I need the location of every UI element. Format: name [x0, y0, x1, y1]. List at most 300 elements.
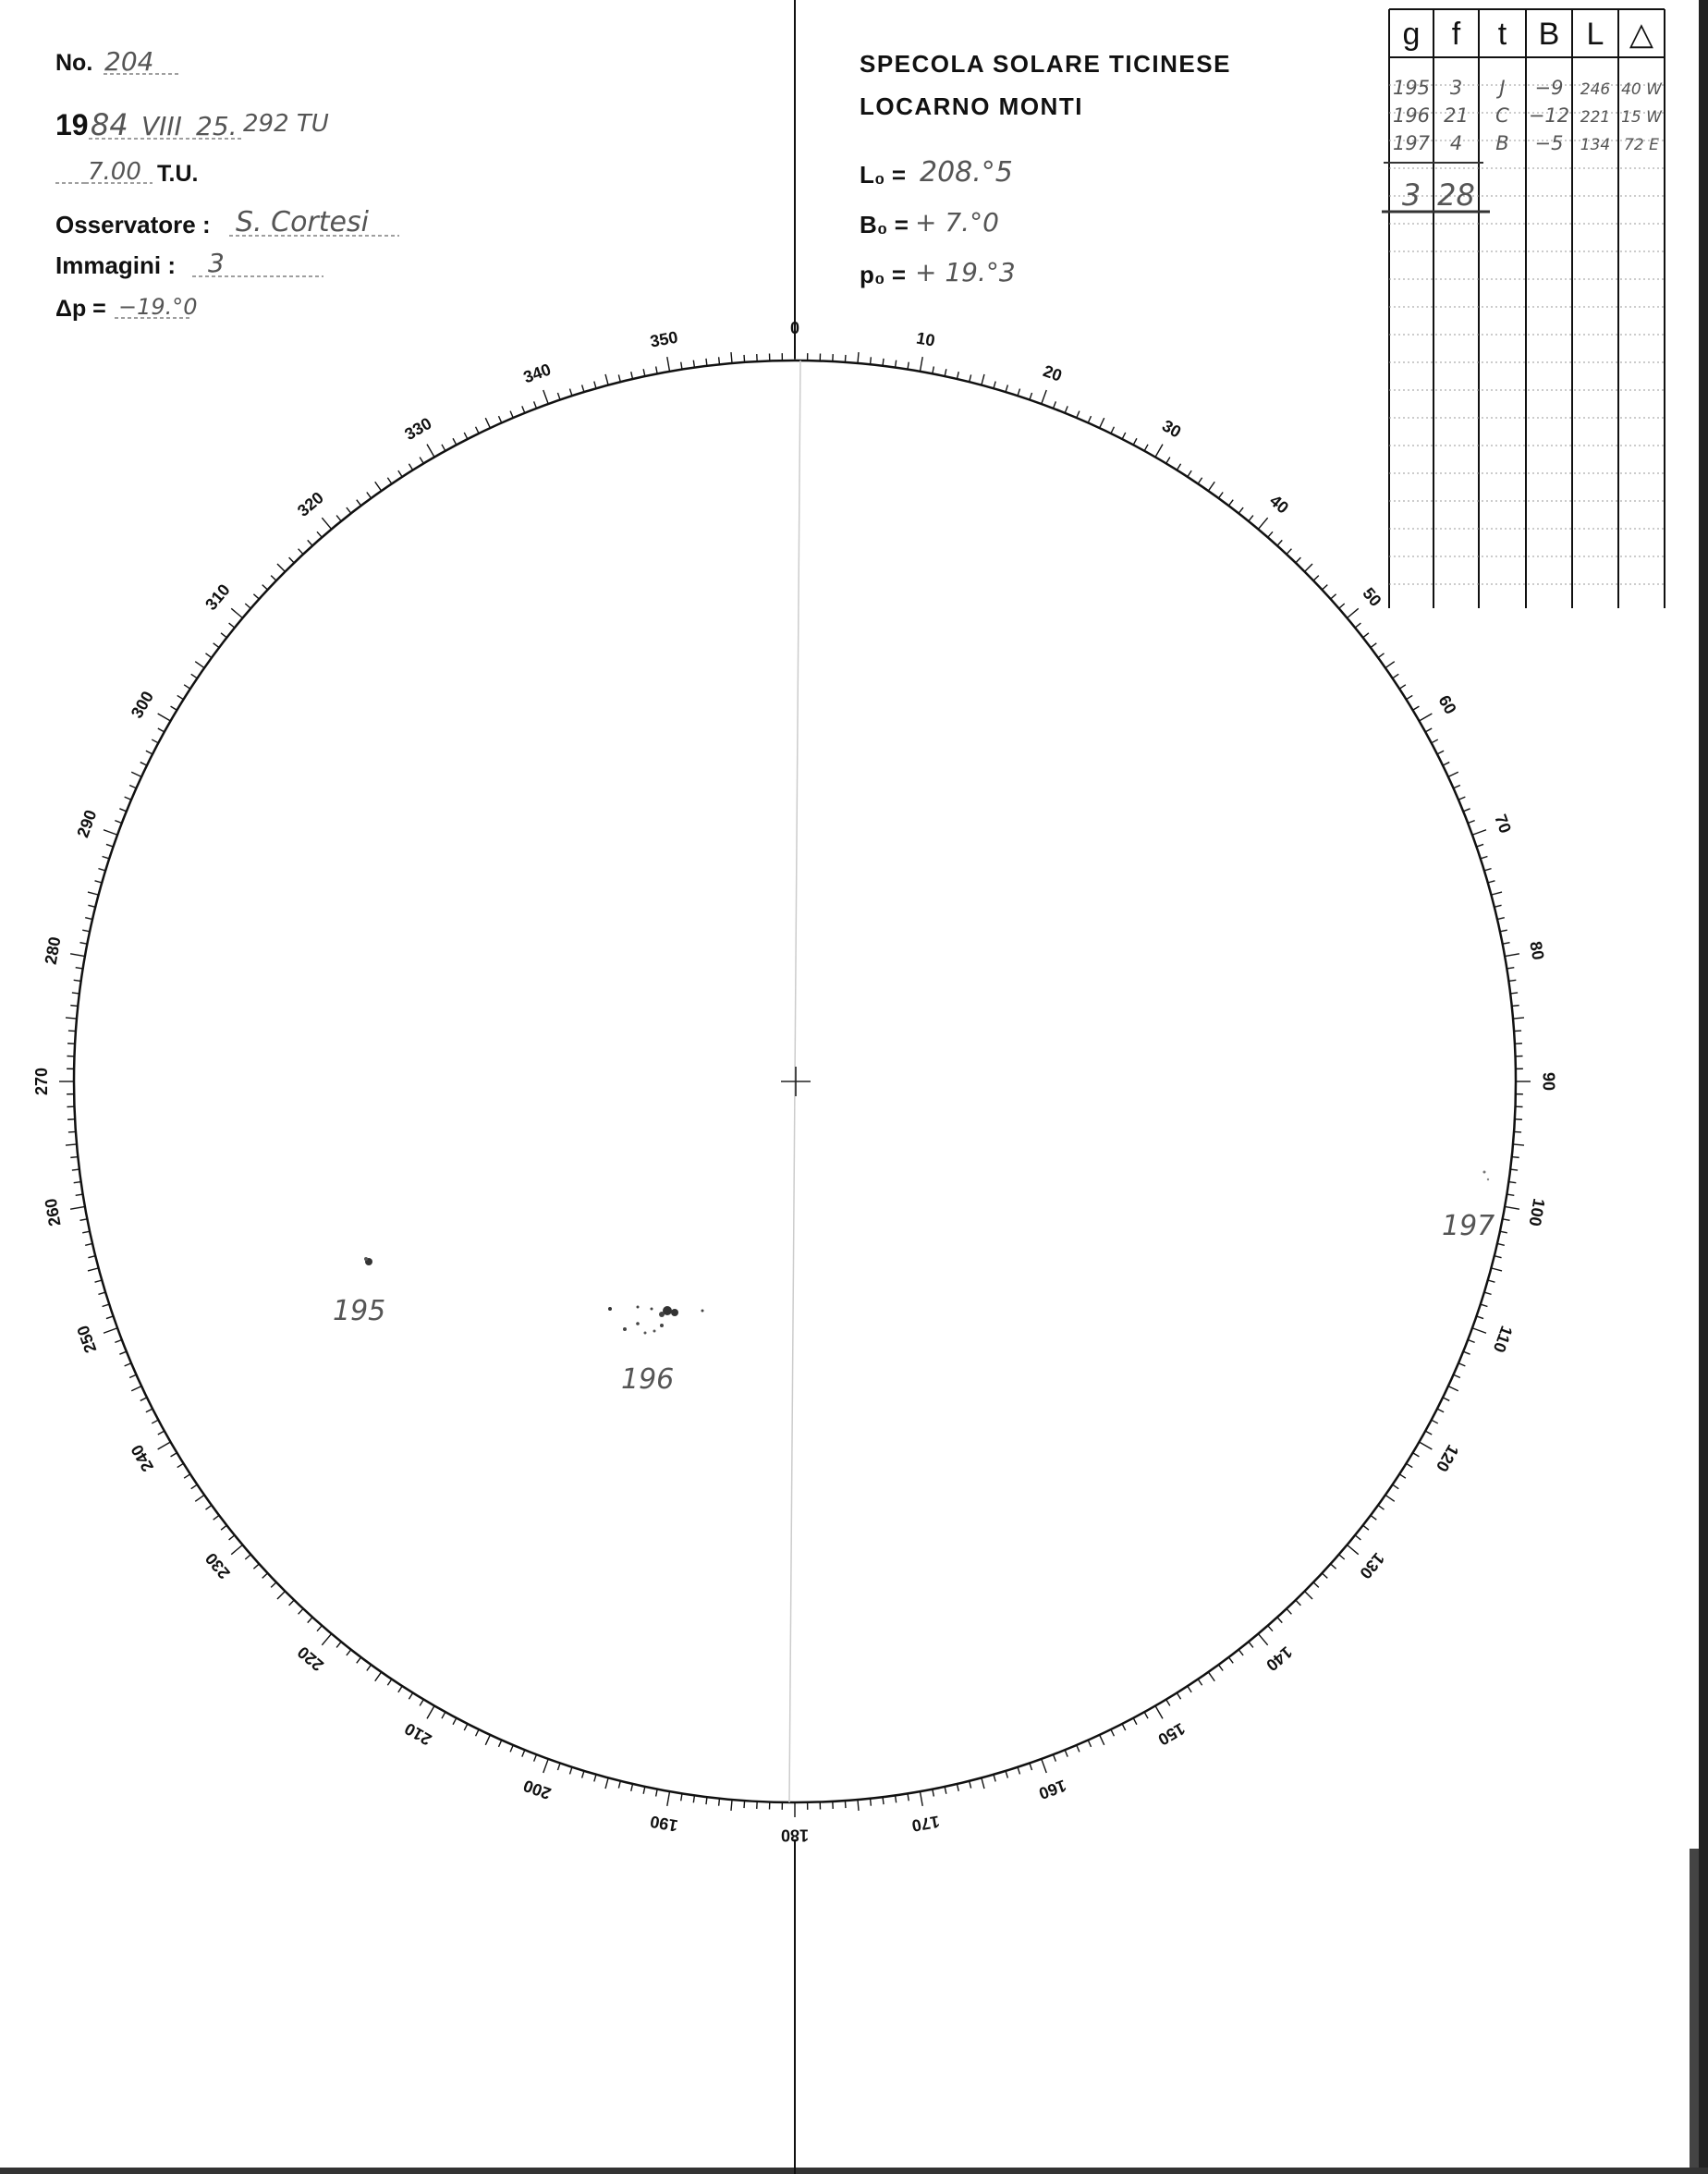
- limb-tick: [1133, 438, 1137, 445]
- limb-tick: [357, 1657, 361, 1663]
- limb-tick: [289, 1600, 295, 1606]
- limb-tick: [158, 714, 171, 721]
- limb-tick: [70, 954, 85, 957]
- limb-tick: [387, 1679, 391, 1686]
- limb-tick: [982, 374, 984, 385]
- limb-tick: [68, 1031, 76, 1032]
- limb-tick: [883, 1797, 884, 1804]
- sunspot: [660, 1324, 664, 1327]
- limb-tick: [693, 360, 694, 368]
- limb-tick: [140, 1398, 147, 1401]
- table-cell: 40 W: [1621, 80, 1662, 99]
- limb-tick: [177, 695, 184, 699]
- limb-tick: [146, 1409, 152, 1412]
- limb-label-280: 280: [41, 934, 65, 966]
- number-value: 204: [104, 46, 154, 77]
- limb-tick: [1238, 507, 1243, 513]
- limb-tick: [299, 1608, 303, 1614]
- limb-tick: [643, 369, 645, 376]
- p0-value: + 19.°3: [915, 257, 1016, 287]
- images-label: Immagini :: [55, 251, 177, 279]
- limb-tick: [557, 1764, 560, 1771]
- limb-tick: [1133, 1718, 1137, 1725]
- limb-tick: [534, 401, 537, 408]
- limb-tick: [367, 1665, 372, 1670]
- limb-tick: [656, 366, 658, 373]
- limb-tick: [908, 362, 909, 370]
- limb-tick: [871, 1799, 872, 1806]
- limb-label-110: 110: [1489, 1323, 1517, 1355]
- limb-tick: [1305, 1592, 1312, 1599]
- limb-tick: [1077, 1745, 1080, 1752]
- limb-tick: [1508, 980, 1516, 981]
- limb-label-200: 200: [520, 1776, 554, 1803]
- limb-tick: [184, 685, 190, 689]
- limb-tick: [184, 1474, 190, 1478]
- limb-tick: [1513, 1144, 1524, 1145]
- limb-tick: [1500, 1231, 1507, 1233]
- limb-tick: [66, 1018, 77, 1019]
- limb-tick: [1144, 1712, 1148, 1718]
- limb-tick: [871, 357, 872, 364]
- limb-tick: [442, 445, 445, 451]
- images-value: 3: [208, 248, 225, 278]
- limb-tick: [1443, 1398, 1449, 1401]
- table-total-0: 3: [1401, 177, 1421, 213]
- limb-tick: [706, 359, 707, 366]
- limb-tick: [76, 1194, 83, 1195]
- limb-tick: [1018, 1767, 1019, 1775]
- limb-tick: [1088, 1740, 1091, 1747]
- scan-edge-bottom: [0, 2168, 1708, 2174]
- limb-tick: [1488, 1280, 1495, 1282]
- limb-tick: [277, 564, 285, 571]
- limb-tick: [719, 1799, 720, 1806]
- limb-tick: [1166, 458, 1170, 464]
- limb-label-290: 290: [73, 807, 101, 840]
- limb-tick: [693, 1795, 694, 1802]
- limb-tick: [72, 1169, 79, 1170]
- limb-tick: [442, 1712, 445, 1718]
- limb-tick: [1497, 1243, 1505, 1245]
- limb-tick: [1177, 1692, 1180, 1699]
- limb-tick: [1177, 464, 1180, 470]
- limb-tick: [1155, 445, 1163, 458]
- table-cell: 15 W: [1621, 108, 1662, 127]
- limb-tick: [1077, 411, 1080, 418]
- limb-tick: [1363, 1525, 1369, 1530]
- sunspot: [644, 1332, 647, 1335]
- limb-tick: [231, 1545, 242, 1554]
- limb-tick: [569, 1767, 571, 1775]
- limb-tick: [119, 809, 126, 812]
- table-header-2: t: [1497, 17, 1507, 52]
- table-cell: −9: [1534, 77, 1564, 99]
- limb-tick: [1030, 1764, 1032, 1771]
- limb-tick: [245, 1555, 250, 1559]
- limb-tick: [945, 1787, 946, 1794]
- limb-tick: [85, 918, 92, 920]
- limb-tick: [85, 1243, 92, 1245]
- limb-tick: [1249, 516, 1253, 521]
- limb-tick: [367, 492, 372, 497]
- limb-tick: [98, 869, 105, 871]
- limb-tick: [982, 1777, 984, 1789]
- limb-tick: [1458, 797, 1465, 800]
- limb-tick: [1406, 1463, 1412, 1467]
- limb-label-60: 60: [1434, 691, 1460, 718]
- limb-tick: [1393, 674, 1399, 678]
- l0-value: 208.°5: [920, 156, 1013, 189]
- limb-tick: [476, 427, 480, 434]
- limb-tick: [1218, 492, 1223, 497]
- group-label-195: 195: [333, 1295, 386, 1327]
- limb-tick: [1507, 968, 1514, 969]
- limb-tick: [317, 1626, 322, 1631]
- limb-tick: [896, 360, 897, 368]
- limb-tick: [681, 1793, 682, 1801]
- limb-tick: [1054, 401, 1056, 408]
- limb-tick: [336, 1642, 341, 1647]
- date-month: VIII: [141, 111, 182, 141]
- limb-label-340: 340: [520, 360, 554, 387]
- limb-tick: [543, 1759, 548, 1773]
- limb-tick: [845, 355, 846, 362]
- limb-tick: [1419, 714, 1432, 721]
- limb-tick: [88, 905, 95, 907]
- limb-tick: [131, 1386, 141, 1391]
- limb-label-70: 70: [1491, 812, 1515, 836]
- limb-tick: [1363, 633, 1369, 638]
- limb-tick: [1481, 856, 1488, 858]
- limb-tick: [1331, 594, 1336, 599]
- limb-tick: [1494, 905, 1502, 907]
- limb-label-220: 220: [294, 1643, 327, 1675]
- limb-tick: [1491, 892, 1502, 895]
- limb-tick: [605, 374, 608, 385]
- limb-label-330: 330: [401, 413, 435, 445]
- limb-label-120: 120: [1432, 1441, 1463, 1475]
- limb-tick: [845, 1801, 846, 1808]
- limb-label-160: 160: [1036, 1776, 1069, 1803]
- limb-tick: [1468, 821, 1474, 824]
- limb-tick: [1122, 1724, 1126, 1730]
- limb-tick: [221, 1525, 226, 1530]
- date-day-of-year: 292 TU: [243, 110, 329, 138]
- limb-label-180: 180: [780, 1826, 810, 1845]
- limb-tick: [1448, 1386, 1458, 1391]
- limb-tick: [1188, 1686, 1191, 1692]
- sunspot: [671, 1309, 678, 1316]
- limb-tick: [1339, 604, 1345, 608]
- table-header-5: △: [1629, 17, 1654, 52]
- limb-tick: [970, 1781, 971, 1789]
- date-year: 84: [91, 107, 128, 142]
- limb-tick: [1198, 478, 1202, 484]
- limb-tick: [1065, 1750, 1068, 1756]
- table-cell: −5: [1534, 132, 1564, 154]
- observer-label: Osservatore :: [55, 211, 211, 238]
- limb-tick: [1488, 881, 1495, 883]
- limb-tick: [569, 389, 571, 397]
- limb-tick: [933, 366, 934, 373]
- limb-tick: [195, 1495, 204, 1501]
- limb-tick: [262, 1573, 268, 1578]
- limb-tick: [1399, 1474, 1406, 1478]
- limb-tick: [140, 763, 147, 766]
- limb-tick: [158, 1442, 171, 1449]
- limb-tick: [1305, 564, 1312, 571]
- limb-label-40: 40: [1265, 491, 1293, 518]
- limb-tick: [498, 416, 501, 422]
- limb-tick: [66, 1144, 77, 1145]
- limb-tick: [82, 1231, 90, 1233]
- limb-tick: [1371, 643, 1376, 648]
- sunspot: [702, 1310, 704, 1313]
- limb-tick: [322, 518, 331, 529]
- limb-tick: [106, 844, 114, 847]
- limb-tick: [152, 1420, 158, 1423]
- limb-tick: [1510, 1169, 1518, 1170]
- table-header-1: f: [1451, 17, 1461, 52]
- number-label: No.: [55, 50, 93, 76]
- limb-tick: [103, 856, 110, 858]
- limb-tick: [858, 1800, 859, 1811]
- limb-tick: [522, 1750, 525, 1756]
- limb-tick: [605, 1777, 608, 1789]
- limb-tick: [920, 357, 922, 372]
- limb-tick: [1339, 1555, 1345, 1559]
- limb-tick: [1443, 763, 1449, 766]
- limb-tick: [667, 1791, 670, 1806]
- limb-tick: [191, 674, 198, 678]
- limb-tick: [195, 662, 204, 668]
- limb-tick: [1208, 1672, 1214, 1681]
- limb-tick: [534, 1754, 537, 1761]
- limb-tick: [322, 1634, 331, 1645]
- limb-tick: [1432, 739, 1438, 743]
- limb-tick: [229, 623, 235, 628]
- limb-label-20: 20: [1041, 361, 1065, 385]
- limb-label-270: 270: [31, 1067, 51, 1096]
- limb-tick: [618, 1781, 620, 1789]
- p0-label: p₀ =: [860, 261, 907, 288]
- limb-tick: [409, 464, 412, 470]
- limb-tick: [1477, 1316, 1484, 1319]
- b0-value: + 7.°0: [915, 207, 999, 238]
- sunspot: [636, 1322, 640, 1325]
- limb-tick: [104, 1328, 117, 1333]
- limb-label-0: 0: [789, 318, 800, 337]
- table-cell: 21: [1444, 104, 1469, 127]
- limb-tick: [131, 772, 141, 776]
- limb-tick: [1514, 1131, 1521, 1132]
- table-cell: −12: [1528, 104, 1570, 127]
- limb-tick: [1510, 993, 1518, 994]
- limb-tick: [289, 557, 295, 563]
- scan-edge: [1699, 0, 1708, 2174]
- limb-tick: [1448, 772, 1458, 776]
- spot-group-197: [1442, 1171, 1494, 1243]
- limb-tick: [214, 643, 219, 648]
- limb-tick: [681, 362, 682, 370]
- limb-tick: [618, 374, 620, 382]
- limb-label-310: 310: [201, 580, 234, 614]
- scan-edge-lower: [1690, 1849, 1699, 2174]
- limb-tick: [88, 892, 99, 895]
- limb-tick: [667, 357, 670, 372]
- limb-tick: [398, 1686, 402, 1692]
- limb-tick: [1481, 1304, 1488, 1306]
- time-unit: T.U.: [157, 161, 199, 187]
- limb-tick: [631, 372, 633, 379]
- limb-tick: [522, 406, 525, 412]
- limb-tick: [357, 500, 361, 506]
- limb-label-30: 30: [1158, 416, 1185, 442]
- limb-tick: [1296, 1600, 1301, 1606]
- limb-tick: [1385, 1495, 1395, 1501]
- table-cell: 221: [1580, 108, 1611, 127]
- limb-tick: [308, 1618, 312, 1623]
- limb-tick: [594, 382, 596, 389]
- sunspot: [651, 1308, 653, 1311]
- limb-tick: [1258, 1634, 1267, 1645]
- limb-tick: [398, 470, 402, 477]
- limb-tick: [1385, 662, 1395, 668]
- limb-tick: [317, 531, 322, 537]
- limb-tick: [76, 968, 83, 969]
- table-cell: B: [1495, 132, 1509, 154]
- limb-label-130: 130: [1356, 1549, 1388, 1582]
- limb-tick: [1399, 685, 1406, 689]
- limb-tick: [1413, 706, 1420, 710]
- header-left: [55, 46, 399, 322]
- limb-label-170: 170: [910, 1812, 942, 1836]
- date-day: 25.: [196, 111, 238, 141]
- limb-tick: [1155, 1705, 1163, 1718]
- sunspot: [637, 1306, 640, 1309]
- spot-group-196: [608, 1306, 704, 1397]
- limb-tick: [171, 1453, 177, 1457]
- limb-tick: [1268, 1626, 1273, 1631]
- limb-tick: [920, 1791, 922, 1806]
- limb-tick: [1331, 1564, 1336, 1569]
- limb-tick: [557, 393, 560, 400]
- table-header-0: g: [1402, 17, 1421, 52]
- limb-tick: [1355, 1535, 1360, 1540]
- limb-tick: [464, 1724, 468, 1730]
- limb-tick: [1208, 482, 1214, 491]
- table-cell: J: [1499, 77, 1506, 99]
- limb-tick: [1166, 1700, 1170, 1706]
- limb-tick: [744, 355, 745, 362]
- limb-tick: [68, 1131, 76, 1132]
- limb-tick: [1437, 751, 1444, 754]
- limb-tick: [1491, 1268, 1502, 1271]
- limb-tick: [1454, 1374, 1460, 1377]
- limb-tick: [1508, 1182, 1516, 1183]
- limb-tick: [643, 1787, 645, 1794]
- limb-tick: [125, 1363, 131, 1366]
- limb-label-350: 350: [648, 327, 679, 351]
- limb-tick: [1144, 445, 1148, 451]
- limb-tick: [464, 433, 468, 439]
- delta-p-value: −19.°0: [118, 294, 198, 320]
- limb-tick: [103, 1304, 110, 1306]
- limb-label-90: 90: [1539, 1071, 1558, 1092]
- limb-tick: [245, 604, 250, 608]
- limb-tick: [1437, 1409, 1444, 1412]
- limb-tick: [631, 1784, 633, 1791]
- limb-tick: [1322, 1573, 1327, 1578]
- limb-tick: [70, 1157, 78, 1158]
- limb-tick: [1218, 1665, 1223, 1670]
- limb-tick: [115, 1340, 121, 1343]
- limb-tick: [1030, 393, 1032, 400]
- limb-tick: [1419, 1442, 1432, 1449]
- sunspot: [1487, 1179, 1489, 1180]
- table-cell: 3: [1449, 77, 1463, 99]
- solar-disk: [32, 319, 1558, 1845]
- limb-tick: [933, 1789, 934, 1797]
- limb-tick: [1458, 1363, 1465, 1366]
- limb-tick: [129, 1374, 136, 1377]
- table-total-1: 28: [1437, 177, 1475, 213]
- limb-tick: [158, 1431, 165, 1435]
- table-cell: 72 E: [1624, 136, 1659, 154]
- limb-tick: [510, 1745, 513, 1752]
- limb-tick: [1378, 1505, 1384, 1509]
- limb-tick: [453, 1718, 457, 1725]
- limb-label-240: 240: [127, 1441, 158, 1475]
- limb-tick: [1503, 1219, 1510, 1221]
- limb-tick: [1065, 406, 1068, 412]
- limb-tick: [98, 1292, 105, 1294]
- limb-tick: [719, 357, 720, 364]
- limb-label-260: 260: [41, 1197, 65, 1228]
- limb-tick: [152, 739, 158, 743]
- limb-label-150: 150: [1154, 1718, 1189, 1750]
- limb-tick: [129, 785, 136, 788]
- limb-label-140: 140: [1263, 1643, 1296, 1675]
- limb-tick: [883, 359, 884, 366]
- limb-tick: [427, 445, 434, 458]
- limb-tick: [1497, 918, 1505, 920]
- limb-tick: [1484, 869, 1492, 871]
- limb-label-50: 50: [1359, 583, 1385, 611]
- limb-tick: [1500, 930, 1507, 932]
- limb-tick: [79, 1219, 87, 1221]
- limb-tick: [221, 633, 226, 638]
- limb-tick: [299, 549, 303, 555]
- limb-tick: [1514, 1031, 1521, 1032]
- limb-tick: [271, 576, 276, 581]
- limb-label-10: 10: [914, 328, 937, 350]
- limb-tick: [277, 1592, 285, 1599]
- limb-tick: [908, 1793, 909, 1801]
- limb-tick: [171, 706, 177, 710]
- group-label-196: 196: [621, 1363, 675, 1396]
- limb-tick: [82, 930, 90, 932]
- sunspot: [608, 1307, 612, 1311]
- limb-tick: [594, 1775, 596, 1782]
- limb-tick: [1512, 1157, 1519, 1158]
- limb-tick: [1322, 585, 1327, 590]
- limb-tick: [1042, 390, 1046, 404]
- limb-tick: [1122, 433, 1126, 439]
- limb-tick: [1378, 653, 1384, 658]
- limb-tick: [994, 382, 995, 389]
